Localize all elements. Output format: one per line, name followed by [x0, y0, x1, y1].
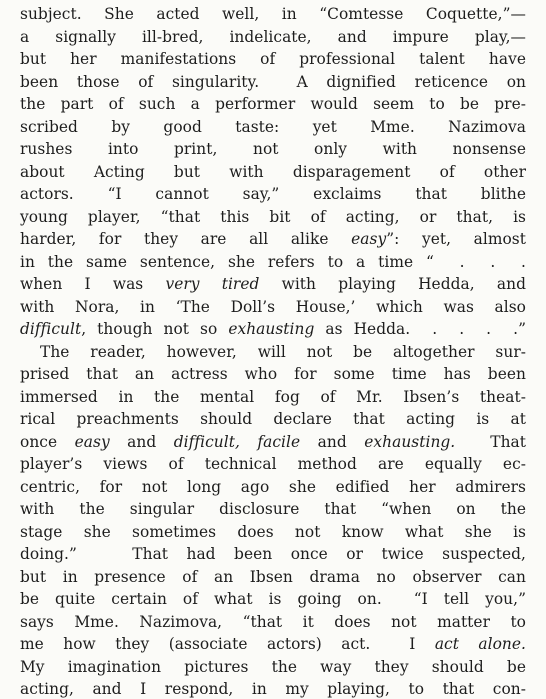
text-line — [20, 452, 526, 477]
text-run: stage she sometimes does not know what she is — [20, 522, 526, 541]
text-run: with playing Hedda, and — [259, 275, 526, 293]
text-run: but in presence of an Ibsen drama no observer can — [20, 567, 526, 586]
text-line — [20, 47, 526, 72]
text-line — [20, 407, 526, 432]
text-run: with the singular disclosure that “when on the — [20, 500, 526, 518]
text-line — [20, 385, 526, 410]
text-line — [20, 497, 526, 522]
text-line — [20, 542, 526, 567]
text-run: with Nora, in ‘The Doll’s House,’ which was also — [20, 297, 526, 316]
text-line — [20, 610, 526, 635]
text-line — [20, 160, 526, 185]
text-run: doing.” That had been once or twice suspected, — [20, 545, 526, 563]
italic-phrase: easy — [74, 432, 110, 451]
text-line — [20, 70, 526, 95]
text-run: ”: yet, almost — [386, 230, 526, 248]
text-run: actors. “I cannot say,” exclaims that blithe — [20, 185, 526, 203]
text-run: me how they (associate actors) act. I — [20, 635, 435, 653]
text-line — [20, 92, 526, 117]
text-run: scribed by good taste: yet Mme. Nazimova — [20, 117, 526, 136]
text-line — [20, 250, 526, 275]
text-run: rical preachments should declare that acting is at — [20, 410, 526, 428]
italic-phrase: exhausting — [228, 320, 315, 338]
text-run: , though not so — [81, 320, 229, 338]
italic-phrase: very tired — [165, 275, 260, 293]
text-run: The reader, however, will not be altogether sur- — [40, 342, 526, 361]
italic-phrase: act alone. — [434, 635, 526, 653]
text-run: be quite certain of what is going on. “I tell you,” — [20, 590, 526, 608]
text-line — [20, 565, 526, 590]
text-run: in the same sentence, she refers to a time “ . . . — [20, 252, 526, 271]
text-line — [20, 2, 526, 27]
text-line — [20, 115, 526, 140]
text-run: My imagination pictures the way they should be — [20, 657, 526, 676]
text-line — [20, 182, 526, 207]
text-run: centric, for not long ago she edified her admirers — [20, 477, 526, 496]
italic-phrase: difficult — [20, 320, 82, 338]
text-run: acting, and I respond, in my playing, to that con- — [20, 680, 526, 698]
text-run: prised that an actress who for some time has been — [20, 365, 526, 383]
text-line — [20, 272, 526, 297]
text-run: as Hedda. . . . .” — [314, 320, 526, 338]
text-run: immersed in the mental fog of Mr. Ibsen’s theat- — [20, 387, 526, 406]
text-run: subject. She acted well, in “Comtesse Coquette,”— — [20, 5, 526, 23]
text-run: once — [20, 432, 75, 451]
text-run: harder, for they are all alike — [20, 230, 352, 248]
text-run: a signally ill-bred, indelicate, and impure play,— — [20, 27, 526, 46]
text-line — [20, 475, 526, 500]
text-line — [20, 520, 526, 545]
text-run: says Mme. Nazimova, “that it does not matter to — [20, 612, 526, 631]
text-run: been those of singularity. A dignified reticence on — [20, 72, 526, 91]
italic-phrase: exhausting. — [364, 432, 456, 451]
text-line — [20, 587, 526, 612]
italic-phrase: difficult, facile — [173, 432, 301, 451]
text-line — [20, 632, 526, 657]
text-run: player’s views of technical method are equally ec- — [20, 455, 526, 473]
text-run: rushes into print, not only with nonsense — [20, 140, 526, 158]
text-run: and — [109, 432, 174, 451]
text-line — [20, 227, 526, 252]
text-line — [20, 655, 526, 680]
text-line — [20, 677, 526, 699]
text-run: when I was — [20, 275, 166, 293]
text-line — [20, 317, 526, 342]
text-line — [20, 295, 526, 320]
text-line — [20, 137, 526, 162]
italic-phrase: easy — [351, 230, 387, 248]
text-line — [20, 25, 526, 50]
text-run: and — [300, 432, 365, 451]
text-run: about Acting but with disparagement of other — [20, 162, 526, 181]
text-line — [20, 362, 526, 387]
text-line — [40, 340, 526, 365]
text-line — [20, 430, 526, 455]
text-line — [20, 205, 526, 230]
text-run: That — [455, 432, 526, 451]
text-run: but her manifestations of professional talent have — [20, 50, 526, 68]
text-run: the part of such a performer would seem to be pre- — [20, 95, 526, 113]
text-run: young player, “that this bit of acting, or that, is — [20, 207, 526, 226]
